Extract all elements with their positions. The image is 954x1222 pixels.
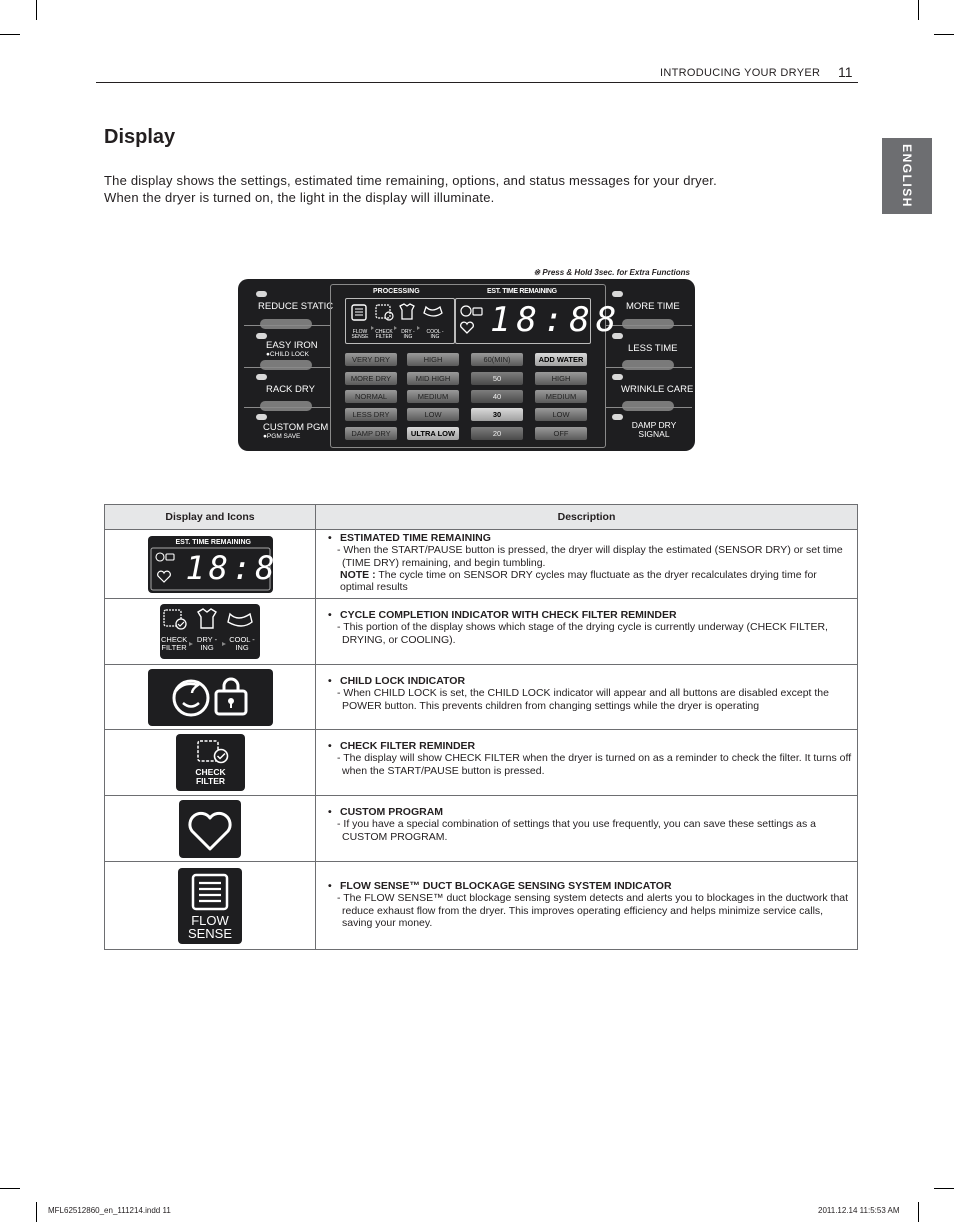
option-medium-2: MEDIUM [535,390,587,403]
indicator-light [256,374,267,380]
panel-divider [244,325,330,326]
option-more-dry: MORE DRY [345,372,397,385]
lock-heart-icons [458,299,488,343]
child-lock-icon [148,669,273,726]
icon-cell [105,665,316,730]
button-label: CUSTOM PGM [263,422,329,433]
panel-divider [606,367,692,368]
indicator-light [256,414,267,420]
option-less-dry: LESS DRY [345,408,397,421]
option-mid-high: MID HIGH [407,372,459,385]
description-cell [316,730,858,796]
button-label: EASY IRON [266,340,318,351]
less-time-button [628,343,677,354]
reduce-static-button [258,301,333,312]
child-lock-glyph [148,669,273,726]
page-number: 11 [838,64,853,80]
table-row [105,862,858,950]
row-description: - When CHILD LOCK is set, the CHILD LOCK indicator will appear and all buttons are disabled except the POWER button. This prevents children from changing settings while the dryer is operating [337,687,829,712]
row-description: - This portion of the display shows which stage of the drying cycle is currently underway (CHECK FILTER, DRYING, or COOLING). [337,621,828,646]
indicator-light [612,374,623,380]
more-time-button [626,301,680,312]
row-description: - If you have a special combination of settings that you use frequently, you can save these settings as a CUSTOM PROGRAM. [337,818,817,843]
button-label: REDUCE STATIC [258,301,334,312]
cycle-icons-box [345,298,455,344]
button-label: MORE TIME [626,301,680,312]
display-frame [330,284,623,448]
option-medium: MEDIUM [407,390,459,403]
option-high-2: HIGH [535,372,587,385]
option-off: OFF [535,427,587,440]
option-20: 20 [471,427,523,440]
page-title: Display [104,126,176,148]
header-divider [96,82,858,83]
option-ultra-low: ULTRA LOW [407,427,459,440]
est-time-label: EST. TIME REMAINING [487,288,557,295]
button-sublabel: ●PGM SAVE [263,433,301,440]
check-filter-label: CHECK FILTER [375,329,393,340]
header-description: Description [316,505,858,530]
flow-sense-icon [178,868,242,944]
option-add-water: ADD WATER [535,353,587,366]
row-title: • CYCLE COMPLETION INDICATOR WITH CHECK FILTER REMINDER [328,609,853,621]
button-label: RACK DRY [266,384,315,395]
est-time-icon-label: EST. TIME REMAINING [175,538,251,546]
description-cell [316,796,858,862]
row-title: • CHECK FILTER REMINDER [328,740,853,752]
row-note [328,569,853,594]
check-filter-label: CHECK FILTER [195,767,226,786]
processing-label: PROCESSING [373,288,420,295]
row-description: - The display will show CHECK FILTER when the dryer is turned on as a reminder to check the filter. It turns off when the START/PAUSE button is pressed. [337,752,852,777]
language-tab [882,138,932,214]
indicator-light [256,291,267,297]
display-icons-table [104,504,858,950]
control-panel [238,279,695,451]
crop-mark [918,0,919,20]
option-50: 50 [471,372,523,385]
row-title: • CUSTOM PROGRAM [328,806,853,818]
button-bar [622,401,674,411]
indicator-light [256,333,267,339]
table-header-row [105,505,858,530]
drying-label: DRY -ING [196,635,218,652]
cycle-indicator-icon [160,604,260,659]
crop-mark [0,1188,20,1189]
custom-pgm-button [263,422,328,441]
note-text: The cycle time on SENSOR DRY cycles may fluctuate as the dryer recalculates drying time for optimal results [340,568,817,594]
crop-mark [36,0,37,20]
time-digits: 18:88 [490,300,623,340]
icon-cell [105,599,316,665]
description-cell [316,599,858,665]
description-cell [316,530,858,599]
panel-divider [244,407,330,408]
button-label: WRINKLE CARE [621,384,694,395]
description-cell [316,665,858,730]
icon-cell [105,730,316,796]
crop-mark [36,1202,37,1222]
crop-mark [0,34,20,35]
row-description: - When the START/PAUSE button is pressed, the dryer will display the estimated (SENSOR DRY) or set time (TIME DRY) remaining, and begin tumbling. [337,544,843,569]
footer-timestamp: 2011.12.14 11:5:53 AM [818,1206,900,1215]
button-bar [260,319,312,329]
button-bar [260,360,312,370]
table-row [105,530,858,599]
button-bar [622,360,674,370]
note-label: NOTE : [340,568,376,581]
table-row [105,599,858,665]
button-bar [622,319,674,329]
icon-cell [105,862,316,950]
wrinkle-care-button [621,384,693,395]
table-row [105,796,858,862]
damp-dry-signal-button [626,421,682,439]
icon-cell [105,530,316,599]
row-title: • CHILD LOCK INDICATOR [328,675,853,687]
button-bar [260,401,312,411]
panel-divider [606,407,692,408]
icon-cell [105,796,316,862]
cooling-label: COOL -ING [426,329,444,340]
time-display-box [455,298,623,344]
option-damp-dry: DAMP DRY [345,427,397,440]
panel-note: ※ Press & Hold 3sec. for Extra Functions [533,268,690,277]
row-title: • FLOW SENSE™ DUCT BLOCKAGE SENSING SYSTEM INDICATOR [328,880,853,892]
row-title: • ESTIMATED TIME REMAINING [328,532,853,544]
indicator-light [612,414,623,420]
indicator-light [612,291,623,297]
table-row [105,665,858,730]
option-60min: 60(MIN) [471,353,523,366]
row-description: - The FLOW SENSE™ duct blockage sensing system detects and alerts you to blockages in the ductwork that reduce exhaust flow from the dryer. This improves operating efficiency and helps minimize service calls, saving your money. [337,892,849,929]
language-tab-label: ENGLISH [900,144,914,208]
crop-mark [934,34,954,35]
option-30: 30 [471,408,523,421]
est-time-digits: 18:88 [185,548,302,587]
description-cell [316,862,858,950]
heart-icon [179,800,241,858]
intro-paragraph: The display shows the settings, estimated time remaining, options, and status messages for your dryer. When the dryer is turned on, the light in the display will illuminate. [104,173,717,205]
panel-divider [244,367,330,368]
check-filter-label: CHECK FILTER [161,635,188,652]
option-very-dry: VERY DRY [345,353,397,366]
crop-mark [918,1202,919,1222]
flow-sense-label: FLOW SENSE [187,912,233,941]
option-40: 40 [471,390,523,403]
flow-sense-label: FLOW SENSE [351,329,369,340]
est-time-display-icon [148,536,302,593]
option-high: HIGH [407,353,459,366]
custom-program-icon [179,800,241,858]
footer-file-info: MFL62512860_en_111214.indd 11 [48,1206,171,1215]
button-label: LESS TIME [628,343,678,354]
cooling-label: COOL -ING [229,635,255,652]
crop-mark [934,1188,954,1189]
header-display-icons: Display and Icons [105,505,316,530]
drying-label: DRY -ING [401,329,415,340]
section-label: INTRODUCING YOUR DRYER [660,67,821,79]
button-label: DAMP DRY SIGNAL [631,420,677,439]
easy-iron-button [266,340,318,359]
option-low: LOW [407,408,459,421]
button-sublabel: ●CHILD LOCK [266,351,309,358]
check-filter-icon [176,734,245,791]
table-row [105,730,858,796]
option-normal: NORMAL [345,390,397,403]
rack-dry-button [266,384,315,395]
option-low-2: LOW [535,408,587,421]
